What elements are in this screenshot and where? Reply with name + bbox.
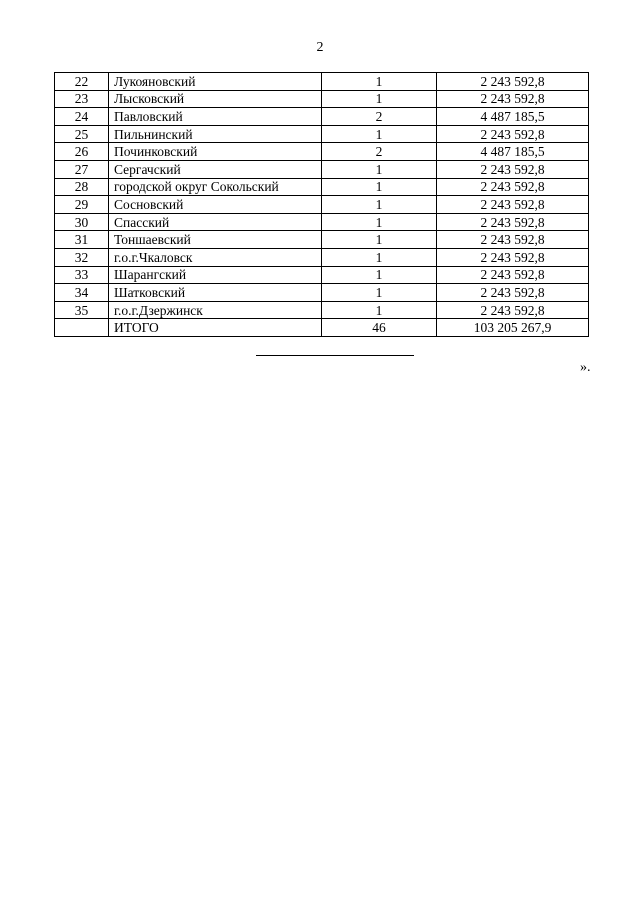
amount: 2 243 592,8 <box>437 266 589 284</box>
row-number: 28 <box>55 178 109 196</box>
row-number: 35 <box>55 301 109 319</box>
amount: 2 243 592,8 <box>437 178 589 196</box>
row-number: 26 <box>55 143 109 161</box>
row-number: 23 <box>55 90 109 108</box>
unit-count: 1 <box>322 248 437 266</box>
table-row <box>55 266 589 284</box>
table-row <box>55 160 589 178</box>
table-row <box>55 178 589 196</box>
unit-count: 1 <box>322 160 437 178</box>
unit-count: 1 <box>322 213 437 231</box>
table-row <box>55 108 589 126</box>
table-row <box>55 301 589 319</box>
district-name: Сергачский <box>109 160 322 178</box>
unit-count: 1 <box>322 284 437 302</box>
amount: 2 243 592,8 <box>437 90 589 108</box>
total-label: ИТОГО <box>109 319 322 337</box>
district-name: Пильнинский <box>109 125 322 143</box>
table-row <box>55 73 589 91</box>
amount: 2 243 592,8 <box>437 213 589 231</box>
table-body <box>55 73 589 337</box>
amount: 4 487 185,5 <box>437 143 589 161</box>
row-number: 29 <box>55 196 109 214</box>
table-row <box>55 231 589 249</box>
unit-count: 1 <box>322 178 437 196</box>
total-number-cell <box>55 319 109 337</box>
row-number: 31 <box>55 231 109 249</box>
amount: 2 243 592,8 <box>437 160 589 178</box>
district-name: Шарангский <box>109 266 322 284</box>
district-name: Сосновский <box>109 196 322 214</box>
row-number: 25 <box>55 125 109 143</box>
table-row <box>55 90 589 108</box>
table-row <box>55 196 589 214</box>
table-row <box>55 248 589 266</box>
district-name: г.о.г.Дзержинск <box>109 301 322 319</box>
amount: 2 243 592,8 <box>437 231 589 249</box>
page-number: 2 <box>316 40 324 55</box>
amount: 2 243 592,8 <box>437 73 589 91</box>
allocation-table <box>54 72 589 337</box>
district-name: Шатковский <box>109 284 322 302</box>
table-row <box>55 125 589 143</box>
total-row <box>55 319 589 337</box>
amount: 2 243 592,8 <box>437 248 589 266</box>
amount: 4 487 185,5 <box>437 108 589 126</box>
row-number: 33 <box>55 266 109 284</box>
row-number: 34 <box>55 284 109 302</box>
district-name: Спасский <box>109 213 322 231</box>
unit-count: 2 <box>322 108 437 126</box>
district-name: Павловский <box>109 108 322 126</box>
unit-count: 1 <box>322 301 437 319</box>
row-number: 32 <box>55 248 109 266</box>
table-row <box>55 213 589 231</box>
row-number: 24 <box>55 108 109 126</box>
district-name: Починковский <box>109 143 322 161</box>
district-name: г.о.г.Чкаловск <box>109 248 322 266</box>
district-name: Тоншаевский <box>109 231 322 249</box>
table-row <box>55 143 589 161</box>
district-name: Лукояновский <box>109 73 322 91</box>
total-count: 46 <box>322 319 437 337</box>
amount: 2 243 592,8 <box>437 196 589 214</box>
unit-count: 1 <box>322 125 437 143</box>
row-number: 30 <box>55 213 109 231</box>
amount: 2 243 592,8 <box>437 284 589 302</box>
district-name: городской округ Сокольский <box>109 178 322 196</box>
unit-count: 1 <box>322 73 437 91</box>
unit-count: 1 <box>322 266 437 284</box>
unit-count: 2 <box>322 143 437 161</box>
amount: 2 243 592,8 <box>437 301 589 319</box>
unit-count: 1 <box>322 231 437 249</box>
table-row <box>55 284 589 302</box>
unit-count: 1 <box>322 196 437 214</box>
separator-line <box>256 355 414 356</box>
total-amount: 103 205 267,9 <box>437 319 589 337</box>
district-name: Лысковский <box>109 90 322 108</box>
amount: 2 243 592,8 <box>437 125 589 143</box>
closing-quote-mark: ». <box>580 360 591 375</box>
unit-count: 1 <box>322 90 437 108</box>
row-number: 27 <box>55 160 109 178</box>
row-number: 22 <box>55 73 109 91</box>
